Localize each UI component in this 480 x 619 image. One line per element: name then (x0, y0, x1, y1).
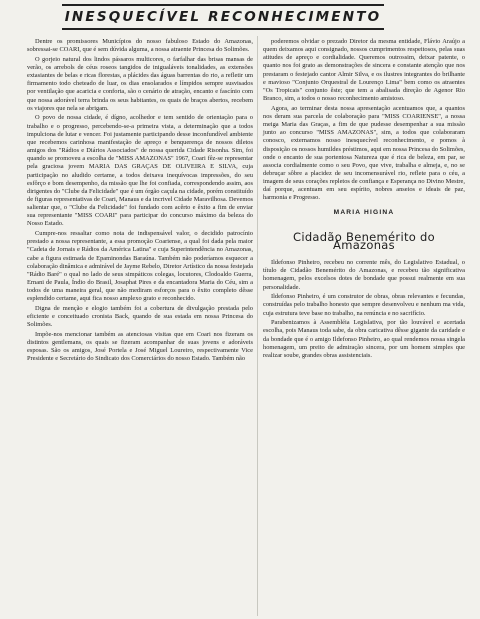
article-paragraph: Impõe-nos mencionar também as atenciosas visitas que em Coari nos fizeram os distintos gentlemans, os quais se fizeram acompanhar de suas jovens e adoráveis esposas. São os amigos, José Portela e José Miguel Loureiro, respectivamente Vice Presidente e Secretário do Sindicato dos Comerciários do nosso Estado. Também não (27, 330, 253, 363)
author-signature: MARIA HIGINA (333, 208, 395, 216)
article-paragraph: O gorjeio natural dos lindos pássaros multicores, o farfalhar das brisas mansas de verão, os arrebols de céus roseos tangidos de inigualáveis tonalidades, as extensões extasiantes de belas e ricas florestas, a plácides das águas barrentas do rio, a refletir um firmamento todo cheteado de luar, os dias ensolarados e límpidos sempre susvisados por ventilação que acaricia e conforta, são o cenário de atração, encanto e fascínio com que nossa adorável terra brinda os seus habitantes, os quais de braços abertos, recebem os viajores que nela se abrigam. (27, 55, 253, 112)
left-column (27, 38, 253, 364)
article-paragraph: Ildefonso Pinheiro, recebeu no corrente mês, do Legislativo Estadual, o título de Cidadão Benemérito do Amazonas, e recebeu tão significativa homenagem, pelos excelsos dotes de bondade que possui realmente em sua personalidade. (263, 259, 465, 291)
article-paragraph: Digna de menção e elogio também foi a cobertura de divulgação prestada pelo eficiente e conceituado cronista Back, quando de sua estada em nossa Princesa do Solimões. (27, 305, 253, 329)
article-paragraph: O povo de nossa cidade, é dígno, acolhedor e tem sentido de orientação para o trabalho e o progresso, percebendo-se-a primeira vista, a determinação que a todos impulciona de lutar e vencer. Foi justamente participando desse inconfundível ambiente que recebemos carinhosa manifestação de apreço e benquerença de nossos diletos amigos dos "Rádios e Diários Associados" de nossa querida Cidade Risonha. Sim, foi quando se promoveu a escolha de "MISS AMAZONAS" 1967, Coari fêz-se representar pela graciosa jovem MARIA DAS GRAÇAS DE OLIVEIRA E SILVA, cuja participação no aludido certame, a todos deixava inequívocas impressões, do seu esfôrço e bom desempenho, da missão que lhe foi confiada, correspondendo assim, aos dirigentes do "Clube da Felicidade" que é um órgão caçula na cidade, porém constituído de figuras representativas de Coari, Manaus e da incrivel Cidade Maravilhosa. Devemos salientar que, o "Clube da Felicidade" foi fundado com acêrto e êxito a fim de enviar sua representante "MISS COARI" para participar do concurso máximo da beleza do Nosso Estado. (27, 114, 253, 228)
article-paragraph: Cumpre-nos ressaltar como nota de indispensável valor, o decidido patrocínio prestado a nossa representante, a essa promoção Coariense, a qual foi dada pela maior "Cadeia de Jornais e Rádios da América Latina" e cuja Superintendência no Amazonas, cabe a figura estimada de Epaminondas Baraúna. Também não poderíamos esquecer a colaboração dinâmica e admirável de Jayme Rebelo, Diretor Artístico da nossa festejada "Rádio Baré" o qual no lado de seus simpáticos colegas, locutores, Clodoaldo Guerra, Ernani de Paula, Índio do Brasil, Josaphat Pires e da encantadora Maria do Céu, sim a todos de uma maneira geral, que não mediram esforços para o êxito completo dêsse esplendido certame, aqui fica nosso amplexo grato e reconhecido. (27, 230, 253, 303)
article-paragraph: Parabenizamos à Assembléia Legislativa, por tão louvável e acertada escolha, pois Manaus toda sabe, da obra caricativa dêsse gigante da caridade e da bondade que é o amigo Ildefonso Pinheiro, ao qual rendemos nossa singela homenagem, um preito de admiração sincera, por um homem simples que realizar soube, grandes obras assistenciais. (263, 319, 465, 359)
section-title: Cidadão Benemérito do Amazonas (293, 229, 435, 252)
headline-title: INESQUECÍVEL RECONHECIMENTO (64, 9, 382, 25)
article-paragraph: Dentre os promissores Municípios do nosso fabuloso Estado do Amazonas, sobressai-se COARI, que é sem dúvida alguma, a nossa atraente Princesa do Solimões. (27, 38, 253, 54)
article-paragraph: poderemos olvidar o prezado Diretor da mesma entidade, Flávio Araújo a quem deixamos aqui consignado, nossos cumprimentos respeitosos, pelas suas atitudes de apreço e cordialidade. Queremos outrossim, deixar patente, o quanto nos foi grato as demonstrações de sincera e constante atenção que nos prestaram o festejado cantor Almir Silva, e os ilustres integrantes do brilhante e mavioso "Conjunto Orquestral de Lourenço Lima" bem como os atraentes "Os Tropicais" conjunto êste; que tem a abalisada direção de Agenor Rio Branco, sim, a todos o nosso reconhecimento amistoso. (263, 38, 465, 103)
article-paragraph: Ildefonso Pinheiro, é um construtor de obras, obras relevantes e fecundas, construídas pelo trabalho honesto que sempre desenvolveu e nenhum ma vida, cuja estrutura teve base no trabalho, na renúncia e no sacrifício. (263, 293, 465, 317)
right-column (263, 38, 465, 360)
headline-band (62, 4, 384, 30)
column-divider (257, 36, 258, 616)
article-paragraph: Agora, ao terminar desta nossa apresentação acentuamos que, a quantos nos deram sua parcela de colaboração para "MISS COARIENSE", a nossa meiga Maria das Graças, a fim de que pudesse desempenhar a sua missão junto ao concurso "MISS AMAZONAS", sim, a todos que colaboraram conosco, externamos nosso inesquecível reconhecimento, e pomos à disposição os nossos humildes préstimos, aqui em nossa Princesa do Solimões, onde o encanto de sua portentosa Natureza que é rica de beleza, em par, se associa cordialmente como o seu Povo, que vive, trabalha e almeja, e, no se debruçar sôbre a placidez de seu incomensurável rio, reflete para o céu, a imagem de seus corações repletos de confiança e Esperança no Divino Mestre, daí porque, acentuam em seu espírito, nobres anseios e ideais de paz, harmonia e Progresso. (263, 104, 466, 202)
